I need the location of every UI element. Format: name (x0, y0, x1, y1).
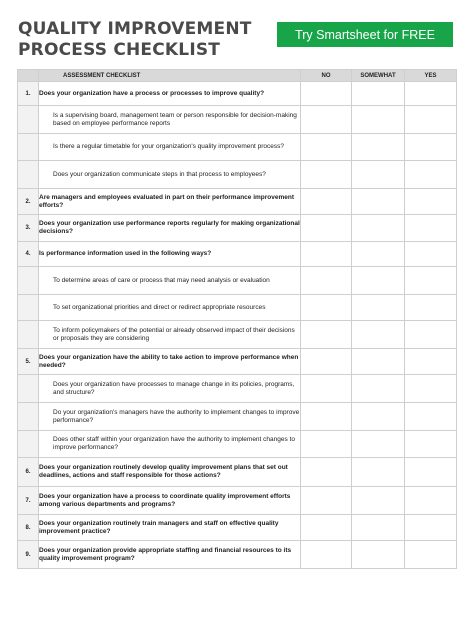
table-row (18, 106, 457, 134)
answer-yes-cell[interactable] (405, 541, 457, 569)
answer-yes-cell[interactable] (405, 189, 457, 215)
question-text: Is performance information used in the following ways? (39, 242, 301, 267)
answer-no-cell[interactable] (301, 267, 352, 295)
row-number (18, 321, 39, 349)
table-row (18, 295, 457, 321)
answer-no-cell[interactable] (301, 541, 352, 569)
answer-somewhat-cell[interactable] (352, 487, 405, 515)
answer-somewhat-cell[interactable] (352, 82, 405, 106)
assessment-checklist-table (17, 69, 457, 569)
answer-yes-cell[interactable] (405, 349, 457, 375)
answer-somewhat-cell[interactable] (352, 375, 405, 403)
answer-no-cell[interactable] (301, 515, 352, 541)
answer-somewhat-cell[interactable] (352, 267, 405, 295)
answer-yes-cell[interactable] (405, 375, 457, 403)
row-number: 6. (18, 458, 39, 487)
answer-yes-cell[interactable] (405, 487, 457, 515)
sub-question-text: To set organizational priorities and direct or redirect appropriate resources (39, 295, 301, 321)
table-row (18, 541, 457, 569)
sub-question-text: To inform policymakers of the potential or already observed impact of their decisions or proposals they are considering (39, 321, 301, 349)
table-row (18, 215, 457, 242)
question-text: Does your organization routinely develop quality improvement plans that set out deadlines, actions and staff responsible for those actions? (39, 458, 301, 487)
answer-somewhat-cell[interactable] (352, 215, 405, 242)
row-number (18, 161, 39, 189)
answer-no-cell[interactable] (301, 295, 352, 321)
answer-somewhat-cell[interactable] (352, 161, 405, 189)
row-number: 2. (18, 189, 39, 215)
title-line-1: QUALITY IMPROVEMENT (18, 19, 252, 39)
table-row (18, 134, 457, 161)
answer-somewhat-cell[interactable] (352, 295, 405, 321)
answer-yes-cell[interactable] (405, 321, 457, 349)
answer-somewhat-cell[interactable] (352, 349, 405, 375)
sub-question-text: Does your organization have processes to manage change in its policies, programs, and structure? (39, 375, 301, 403)
question-text: Does your organization have the ability to take action to improve performance when needed? (39, 349, 301, 375)
answer-no-cell[interactable] (301, 189, 352, 215)
sub-question-text: Does other staff within your organization have the authority to implement changes to improve performance? (39, 431, 301, 458)
row-number: 3. (18, 215, 39, 242)
row-number (18, 106, 39, 134)
table-row (18, 82, 457, 106)
row-number (18, 375, 39, 403)
question-text: Does your organization routinely train managers and staff on effective quality improvement practice? (39, 515, 301, 541)
answer-no-cell[interactable] (301, 431, 352, 458)
answer-no-cell[interactable] (301, 161, 352, 189)
question-text: Does your organization have a process to coordinate quality improvement efforts among various departments and programs? (39, 487, 301, 515)
table-row (18, 431, 457, 458)
table-row (18, 242, 457, 267)
title-line-2: PROCESS CHECKLIST (18, 40, 221, 60)
answer-no-cell[interactable] (301, 458, 352, 487)
answer-somewhat-cell[interactable] (352, 458, 405, 487)
row-number: 5. (18, 349, 39, 375)
answer-no-cell[interactable] (301, 403, 352, 431)
question-text: Does your organization have a process or processes to improve quality? (39, 82, 301, 106)
answer-yes-cell[interactable] (405, 215, 457, 242)
table-row (18, 375, 457, 403)
row-number: 9. (18, 541, 39, 569)
sub-question-text: Does your organization communicate steps in that process to employees? (39, 161, 301, 189)
header-somewhat: SOMEWHAT (352, 70, 405, 82)
answer-yes-cell[interactable] (405, 431, 457, 458)
answer-yes-cell[interactable] (405, 242, 457, 267)
answer-somewhat-cell[interactable] (352, 515, 405, 541)
sub-question-text: Do your organization's managers have the authority to implement changes to improve performance? (39, 403, 301, 431)
answer-yes-cell[interactable] (405, 82, 457, 106)
table-row (18, 189, 457, 215)
sub-question-text: Is a supervising board, management team or person responsible for decision-making based on employee performance reports (39, 106, 301, 134)
answer-somewhat-cell[interactable] (352, 431, 405, 458)
answer-yes-cell[interactable] (405, 403, 457, 431)
row-number: 7. (18, 487, 39, 515)
header-yes: YES (405, 70, 457, 82)
answer-no-cell[interactable] (301, 349, 352, 375)
question-text: Does your organization use performance reports regularly for making organizational decisions? (39, 215, 301, 242)
row-number (18, 134, 39, 161)
sub-question-text: Is there a regular timetable for your organization's quality improvement process? (39, 134, 301, 161)
answer-yes-cell[interactable] (405, 515, 457, 541)
table-row (18, 267, 457, 295)
answer-yes-cell[interactable] (405, 134, 457, 161)
answer-no-cell[interactable] (301, 242, 352, 267)
table-row (18, 487, 457, 515)
answer-no-cell[interactable] (301, 321, 352, 349)
answer-somewhat-cell[interactable] (352, 403, 405, 431)
answer-no-cell[interactable] (301, 487, 352, 515)
answer-somewhat-cell[interactable] (352, 106, 405, 134)
answer-yes-cell[interactable] (405, 161, 457, 189)
row-number (18, 295, 39, 321)
answer-somewhat-cell[interactable] (352, 189, 405, 215)
answer-yes-cell[interactable] (405, 295, 457, 321)
table-row (18, 403, 457, 431)
answer-no-cell[interactable] (301, 106, 352, 134)
question-text: Does your organization provide appropriate staffing and financial resources to its quality improvement program? (39, 541, 301, 569)
row-number: 1. (18, 82, 39, 106)
answer-somewhat-cell[interactable] (352, 242, 405, 267)
answer-no-cell[interactable] (301, 82, 352, 106)
answer-yes-cell[interactable] (405, 458, 457, 487)
answer-no-cell[interactable] (301, 215, 352, 242)
header-assessment-checklist: ASSESSMENT CHECKLIST (39, 70, 301, 82)
row-number: 4. (18, 242, 39, 267)
answer-yes-cell[interactable] (405, 267, 457, 295)
table-row (18, 161, 457, 189)
table-header-row (18, 70, 457, 82)
row-number (18, 431, 39, 458)
table-row (18, 515, 457, 541)
answer-no-cell[interactable] (301, 134, 352, 161)
sub-question-text: To determine areas of care or process that may need analysis or evaluation (39, 267, 301, 295)
page-title (18, 19, 252, 61)
row-number (18, 267, 39, 295)
answer-yes-cell[interactable] (405, 106, 457, 134)
table-row (18, 321, 457, 349)
header-no: NO (301, 70, 352, 82)
answer-somewhat-cell[interactable] (352, 134, 405, 161)
row-number: 8. (18, 515, 39, 541)
answer-no-cell[interactable] (301, 375, 352, 403)
question-text: Are managers and employees evaluated in part on their performance improvement efforts? (39, 189, 301, 215)
try-smartsheet-button[interactable]: Try Smartsheet for FREE (277, 22, 453, 47)
table-row (18, 349, 457, 375)
answer-somewhat-cell[interactable] (352, 541, 405, 569)
answer-somewhat-cell[interactable] (352, 321, 405, 349)
row-number (18, 403, 39, 431)
header-num-cell (18, 70, 39, 82)
table-row (18, 458, 457, 487)
